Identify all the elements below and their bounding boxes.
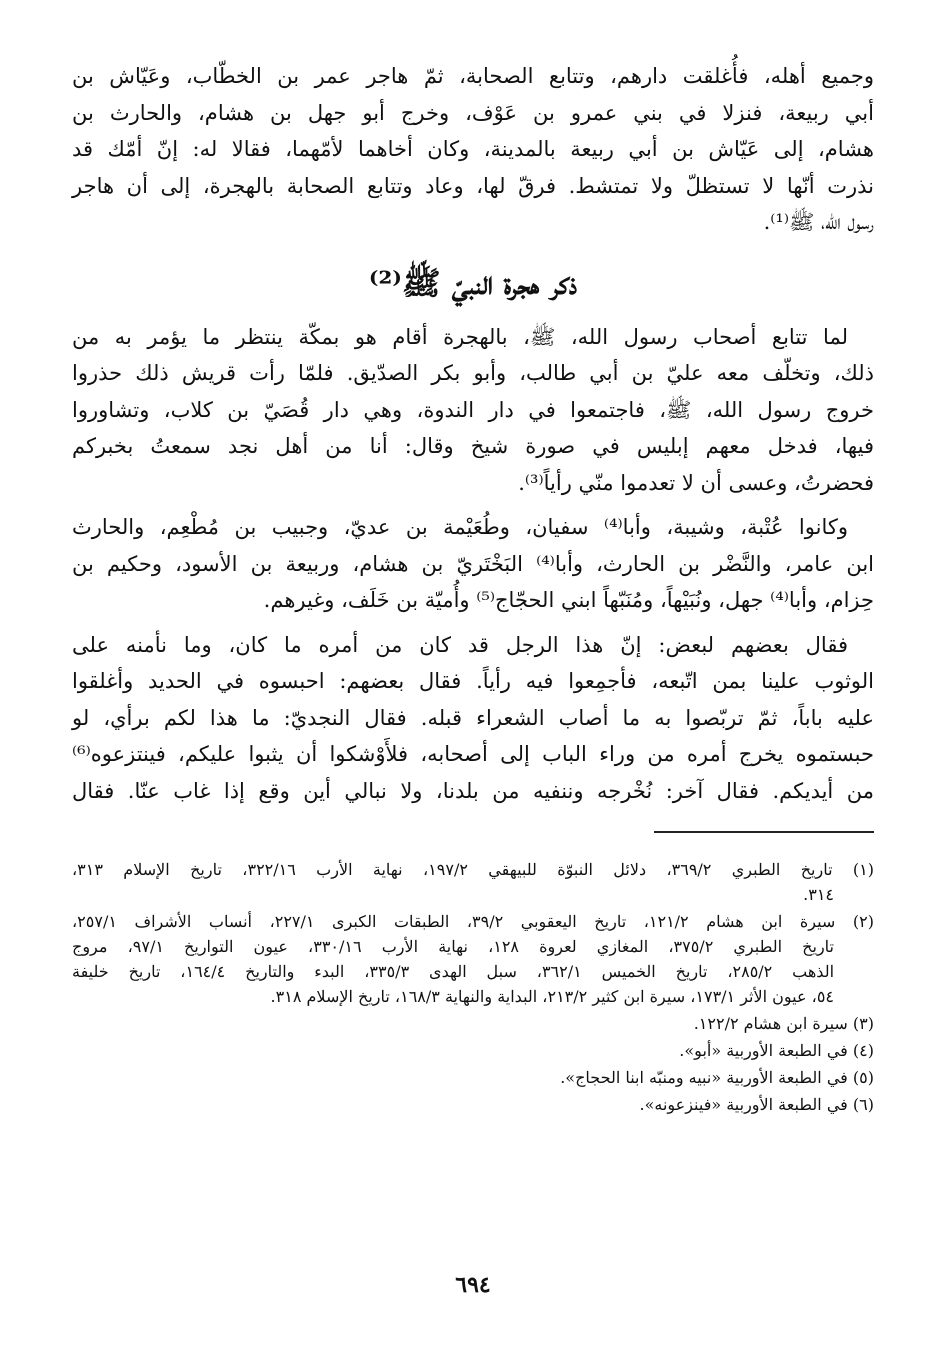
text-line: فحضرتُ، وعسى أن لا تعدموا منّي رأياً⁽³⁾. [518, 470, 874, 495]
text-line: فقال بعضهم لبعض: إنّ هذا الرجل قد كان من أمره ما كان، وما نأمنه على [72, 632, 848, 657]
footnote-5 [72, 1065, 874, 1090]
text-line: هشام، إلى عَيّاش بن أبي ربيعة بالمدينة، وكان أخاهما لأمّهما، فقالا له: إنّ أمّك قد [72, 137, 874, 161]
text-line: حبستموه يخرج أمره من وراء الباب إلى أصحابه، فلأَوْشكوا أن يثبوا عليكم، فينتزعوه⁽⁶⁾ [72, 742, 874, 766]
paragraph-1 [72, 319, 874, 502]
text-line: الوثوب علينا بمن اتّبعه، فأجمِعوا فيه رأياً. فقال بعضهم: احبسوه في الحديد وأغلقوا [72, 669, 874, 693]
footnote-line: (٢) سيرة ابن هشام ١٢١/٢، تاريخ اليعقوبي ٣٩/٢، الطبقات الكبرى ٢٢٧/١، أنساب الأشراف ٢٥٧/١، [72, 912, 874, 931]
text-line: فيها، فدخل معهم إبليس في صورة شيخ وقال: أنا من أهل نجد سمعتُ بخبركم [72, 434, 874, 458]
footnote-separator [654, 831, 874, 833]
text-line: نذرت أنّها لا تستظلّ ولا تمتشط. فرقّ لها، وعاد وتتابع الصحابة بالهجرة، إلى أن هاجر [72, 173, 874, 198]
footnote-line: الذهب ٢٨٥/٢، تاريخ الخميس ٣٦٢/١، سبل الهدى ٣٣٥/٣، البدء والتاريخ ١٦٤/٤، تاريخ خليفة [72, 962, 835, 981]
footnote-1 [72, 857, 874, 907]
footnote-line: (٦) في الطبعة الأوربية «فينزعونه». [639, 1095, 874, 1114]
text-line: حِزام، وأبا⁽⁴⁾ جهل، ونُبَيْهاً، ومُنَبّهاً ابني الحجّاج⁽⁵⁾ وأُميّة بن خَلَف، وغيرهم. [263, 588, 874, 612]
footnote-3 [72, 1011, 874, 1036]
paragraph-2 [72, 509, 874, 619]
text-line: ابن عامر، والنَّضْر بن الحارث، وأبا⁽⁴⁾ البَخْتَريّ بن هشام، وربيعة بن الأسود، وحكيم بن [72, 551, 874, 576]
page-number: ٦٩٤ [455, 1272, 491, 1298]
footnote-6 [72, 1092, 874, 1117]
footnote-line: (٤) في الطبعة الأوربية «أبو». [679, 1041, 874, 1060]
footnote-line: ٣١٤. [803, 885, 834, 904]
text-line: ذلك، وتخلّف معه عليّ بن أبي طالب، وأبو بكر الصدّيق. فلمّا رأت قريش ذلك حذروا [72, 361, 874, 385]
intro-paragraph [72, 58, 874, 241]
footnote-2 [72, 909, 874, 1009]
text-line: خروج رسول الله، ﷺ، فاجتمعوا في دار الندوة، وهي دار قُصَيّ بن كلاب، وتشاوروا [72, 397, 874, 422]
text-line: أبي ربيعة، فنزلا في بني عمرو بن عَوْف، وخرج أبو جهل بن هشام، والحارث بن [72, 100, 874, 125]
footnote-separator-wrap [72, 817, 874, 857]
footnotes [72, 857, 874, 1117]
footnote-line: (٥) في الطبعة الأوربية «نبيه ومنبّه ابنا الحجاج». [560, 1068, 874, 1087]
text-line: من أيديكم. فقال آخر: نُخْرجه وننفيه من بلدنا، ولا نبالي أين وقع إذا غاب عنّا. فقال [72, 778, 874, 803]
paragraph-3 [72, 627, 874, 810]
footnote-line: تاريخ الطبري ٣٧٥/٢، المغازي لعروة ١٢٨، نهاية الأرب ٣٣٠/١٦، عيون التواريخ ٩٧/١، مروج [72, 937, 834, 956]
text-line: رسول الله، ﷺ⁽¹⁾. [763, 210, 874, 234]
section-title: ذكر هجرة النبيّ ﷺ⁽²⁾ [368, 263, 578, 302]
text-line: لما تتابع أصحاب رسول الله، ﷺ، بالهجرة أقام هو بمكّة ينتظر ما يؤمر به من [72, 324, 848, 349]
text-line: وجميع أهله، فأُغلقت دارهم، وتتابع الصحابة، ثمّ هاجر عمر بن الخطّاب، وعَيّاش بن [72, 64, 874, 88]
text-line: عليه باباً، ثمّ تربّصوا به ما أصاب الشعراء قبله. فقال النجديّ: ما هذا لكم برأي، لو [72, 705, 874, 730]
footnote-line: (٣) سيرة ابن هشام ١٢٢/٢. [693, 1014, 874, 1033]
footnote-line: ٥٤، عيون الأثر ١٧٣/١، سيرة ابن كثير ٢١٣/٢، البداية والنهاية ١٦٨/٣، تاريخ الإسلام ٣١٨. [270, 987, 834, 1006]
text-line: وكانوا عُتْبة، وشيبة، وأبا⁽⁴⁾ سفيان، وطُعَيْمة بن عديّ، وجبيب بن مُطْعِم، والحارث [72, 515, 848, 539]
footnote-4 [72, 1038, 874, 1063]
footnote-line: (١) تاريخ الطبري ٣٦٩/٢، دلائل النبوّة للبيهقي ١٩٧/٢، نهاية الأرب ٣٢٢/١٦، تاريخ الإسلام ٣١٣، [72, 860, 875, 879]
page-body [72, 58, 874, 1119]
